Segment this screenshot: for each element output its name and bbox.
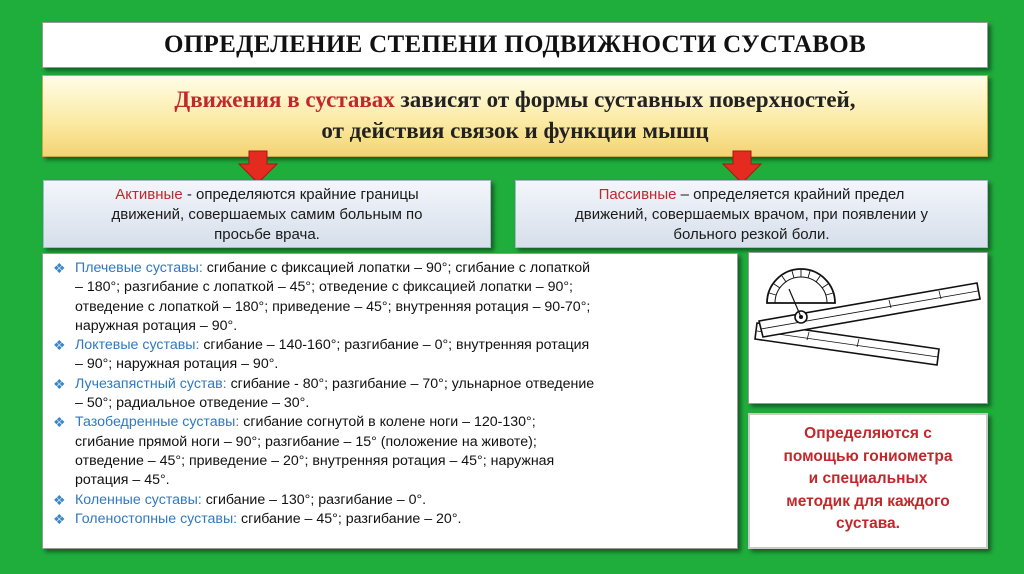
slide-title: ОПРЕДЕЛЕНИЕ СТЕПЕНИ ПОДВИЖНОСТИ СУСТАВОВ xyxy=(164,31,866,58)
joint-text: сгибание прямой ноги – 90°; разгибание – 15° (положение на животе); xyxy=(75,433,537,450)
joint-list xyxy=(53,259,729,529)
joint-text: сгибание – 45°; разгибание – 20°. xyxy=(237,510,462,527)
intro-highlight: Движения в суставах xyxy=(174,87,395,112)
list-item-elbow xyxy=(53,336,729,375)
active-line-3: просьбе врача. xyxy=(214,226,320,243)
active-line-2: движений, совершаемых самим больным по xyxy=(111,206,423,223)
joint-text: наружная ротация – 90°. xyxy=(75,317,238,334)
joint-text: сгибание с фиксацией лопатки – 90°; сгибание с лопаткой xyxy=(202,260,591,276)
joint-text: сгибание - 80°; разгибание – 70°; ульнарное отведение xyxy=(226,375,595,392)
list-item-shoulder xyxy=(53,259,729,336)
down-arrow-icon xyxy=(722,150,762,184)
list-item-ankle xyxy=(53,510,729,529)
active-term: Активные xyxy=(115,186,183,203)
passive-line-2: движений, совершаемых врачом, при появлении у xyxy=(575,206,928,223)
joint-name: Плечевые суставы: xyxy=(75,260,203,276)
joint-text: сгибание – 140-160°; разгибание – 0°; внутренняя ротация xyxy=(199,337,590,354)
intro-box xyxy=(42,75,988,157)
joint-text: – 90°; наружная ротация – 90°. xyxy=(75,356,279,373)
goniometer-illustration xyxy=(749,253,989,405)
active-movements-box xyxy=(43,180,491,248)
passive-movements-box xyxy=(515,180,988,248)
joint-name: Тазобедренные суставы: xyxy=(75,414,240,431)
joint-name: Голеностопные суставы: xyxy=(75,510,238,527)
passive-line-3: больного резкой боли. xyxy=(673,226,830,243)
goniometer-image-box xyxy=(748,252,988,404)
method-line: сустава. xyxy=(836,515,900,532)
passive-term: Пассивные xyxy=(598,186,677,203)
slide-title-box xyxy=(42,22,988,68)
joint-name: Лучезапястный сустав: xyxy=(75,375,227,392)
joint-text: ротация – 45°. xyxy=(75,472,170,489)
diamond-bullet-icon: ❖ xyxy=(53,337,66,354)
joint-name: Коленные суставы: xyxy=(75,491,202,508)
intro-rest: зависят от формы суставных поверхностей, xyxy=(394,87,856,112)
active-line-1 xyxy=(44,185,490,205)
joint-text: сгибание – 130°; разгибание – 0°. xyxy=(201,491,427,508)
diamond-bullet-icon: ❖ xyxy=(53,414,66,431)
method-note-box xyxy=(748,413,988,549)
active-text: - определяются крайние границы xyxy=(182,186,419,203)
diamond-bullet-icon: ❖ xyxy=(53,510,66,527)
method-line: и специальных xyxy=(808,470,928,487)
passive-text: – определяется крайний предел xyxy=(676,186,905,203)
joint-name: Локтевые суставы: xyxy=(75,337,200,354)
passive-line-1 xyxy=(516,185,987,205)
diamond-bullet-icon: ❖ xyxy=(53,260,66,276)
down-arrow-icon xyxy=(238,150,278,184)
joint-text: сгибание согнутой в колене ноги – 120-130°; xyxy=(239,414,536,431)
joint-text: – 180°; разгибание с лопаткой – 45°; отведение с фиксацией лопатки – 90°; xyxy=(75,279,573,296)
list-item-wrist xyxy=(53,375,729,414)
joint-text: – 50°; радиальное отведение – 30°. xyxy=(75,395,310,412)
diamond-bullet-icon: ❖ xyxy=(53,375,66,392)
joint-text: отведение с лопаткой – 180°; приведение – 45°; внутренняя ротация – 90-70°; xyxy=(75,298,591,315)
joint-ranges-box xyxy=(42,253,738,549)
list-item-hip xyxy=(53,413,729,490)
method-line: помощью гониометра xyxy=(783,447,953,465)
list-item-knee xyxy=(53,491,729,510)
method-line: методик для каждого xyxy=(786,492,950,510)
intro-line-2: от действия связок и функции мышц xyxy=(321,118,709,143)
method-line: Определяются с xyxy=(804,425,932,442)
joint-text: отведение – 45°; приведение – 20°; внутренняя ротация – 45°; наружная xyxy=(75,452,555,469)
intro-line-1 xyxy=(43,84,987,115)
diamond-bullet-icon: ❖ xyxy=(53,491,66,508)
